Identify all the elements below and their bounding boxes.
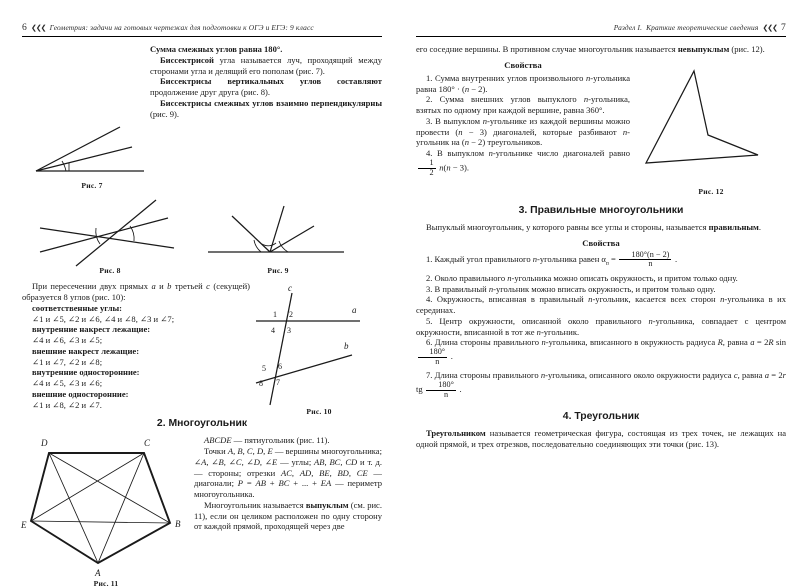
properties-heading-2: Свойства <box>582 237 620 248</box>
group-title-1: внутренние накрест лежащие: <box>32 324 151 335</box>
reg-property-1: 1. Каждый угол правильного n-угольника равен $\alpha_n$ = $\frac{180^\circ(n - 2)}{n}$ . <box>426 249 678 269</box>
sin-fraction: $\frac{180^\circ}{n}$ <box>418 348 448 366</box>
figure-8 <box>22 194 198 275</box>
group-title-0: соответственные углы: <box>32 302 123 313</box>
poly-property-3: 3. В выпуклом n-угольнике из каждой вершины можно провести (n − 3) диагоналей, которые разбивают n-угольник на (n − 2) треугольников. <box>416 115 630 148</box>
group-pairs-3: ∠4 и ∠5, ∠3 и ∠6; <box>32 378 103 389</box>
fig10-angle-1: 1 <box>273 310 277 320</box>
para-bisector-def: Биссектрисой угла называется луч, проходящий между сторонами угла и делящий его пополам (рис. 7). <box>150 54 382 76</box>
reg-property-6: 6. Длина стороны правильного n-угольника, вписанного в окружность радиуса R, равна a = 2R sin $\frac{180^\circ}{n}$ . <box>416 337 786 366</box>
polygon-properties-list <box>416 73 630 177</box>
polygon-properties <box>416 55 630 177</box>
alpha-fraction: $\frac{180^\circ(n - 2)}{n}$ <box>619 251 671 269</box>
poly-property-4: 4. В выпуклом n-угольнике число диагоналей равно $\frac{1}{2}$ n(n − 3). <box>416 148 630 177</box>
para-continuation: его соседние вершины. В противном случае многоугольник называется невыпуклым (рис. 12). <box>416 44 765 54</box>
poly-property-2: 2. Сумма внешних углов выпуклого n-угольника, взятых по одному при каждой вершине, равна 360°. <box>416 94 630 116</box>
fig8-fig9-row <box>22 194 382 275</box>
right-head-rule <box>416 36 786 37</box>
right-running-head <box>416 22 786 33</box>
continuation-text <box>416 44 786 55</box>
section-3-title: 3. Правильные многоугольники <box>518 204 684 216</box>
figure-7 <box>22 44 162 190</box>
para-transversal: При пересечении двух прямых a и b третьей c (секущей) образуется 8 углов (рис. 10): <box>22 281 250 303</box>
fig8-caption: Рис. 8 <box>99 266 121 276</box>
fig11-label-A: A <box>95 568 101 579</box>
triangle-rest: называется геометрическая фигура, состоящая из трех точек, не лежащих на одной прямой, и трех отрезков, последовательно соединяющих эти точки (рис. 13). <box>416 428 786 450</box>
fig10-label-c: c <box>288 283 292 294</box>
fig7-text-block <box>22 44 382 190</box>
reg-property-3: 3. В правильный n-угольник можно вписать окружность, и притом только одну. <box>426 283 716 294</box>
fig10-angle-4: 4 <box>271 326 275 336</box>
fig10-label-b: b <box>344 341 349 352</box>
section-2-title: 2. Многоугольник <box>156 418 248 430</box>
properties-fig12-block <box>416 55 786 196</box>
reg-property-7: 7. Длина стороны правильного n-угольника, описанного около окружности радиуса c, равна a = 2r tg $\frac{180^\circ}{n}$ . <box>416 370 786 399</box>
reg-property-5: 5. Центр окружности, описанной около правильного n-угольника, совпадает с центром окружности, вписанной в тот же n-угольник. <box>416 315 786 337</box>
right-running-head-text: Краткие теоретические сведения <box>646 23 759 32</box>
pentagon-text <box>190 435 382 532</box>
transversal-text <box>22 281 250 410</box>
half-fraction: $\frac{1}{2}$ <box>418 159 436 177</box>
regular-polygon-def <box>416 222 786 233</box>
group-title-2: внешние накрест лежащие: <box>32 345 140 356</box>
group-pairs-1: ∠4 и ∠6, ∠3 и ∠5; <box>32 335 103 346</box>
left-head-rule <box>22 36 382 37</box>
para-points: Точки A, B, C, D, E — вершины многоугольника; ∠A, ∠B, ∠C, ∠D, ∠E — углы; AB, BC, CD и т. д. — стороны; отрезки AC, AD, BE, BD, CE — диагонали; P = AB + BC + ... + EA — периметр многоугольника. <box>194 446 383 500</box>
fig10-angle-7: 7 <box>276 378 280 388</box>
para-pentagon: ABCDE — пятиугольник (рис. 11). <box>204 435 330 446</box>
right-page <box>400 0 800 582</box>
bisector-text <box>150 44 382 119</box>
fig11-caption: Рис. 11 <box>93 579 119 588</box>
group-title-4: внешние односторонние: <box>32 389 129 400</box>
reg-property-2: 2. Около правильного n-угольника можно описать окружность, и притом только одну. <box>426 272 738 283</box>
left-running-head-text: Геометрия: задачи на готовых чертежах для подготовки к ОГЭ и ЕГЭ: 9 класс <box>49 23 314 32</box>
figure-11 <box>22 435 190 588</box>
transversal-block <box>22 281 382 416</box>
fig10-label-a: a <box>352 305 357 316</box>
fig10-angle-3: 3 <box>287 326 291 336</box>
para-sum-adjacent: Сумма смежных углов равна 180°. <box>150 44 283 54</box>
fig9-drawing <box>198 194 358 266</box>
pentagon-block <box>22 435 382 588</box>
para-vertical-bisectors: Биссектрисы вертикальных углов составляют продолжение друг друга (рис. 8). <box>150 76 382 98</box>
figure-9 <box>198 194 358 275</box>
group-pairs-2: ∠1 и ∠7, ∠2 и ∠8; <box>32 356 103 367</box>
fig10-caption: Рис. 10 <box>306 407 332 417</box>
fig11-label-E: E <box>21 520 27 531</box>
figure-12 <box>636 59 786 196</box>
properties-heading: Свойства <box>504 59 542 70</box>
fig8-drawing <box>22 194 198 266</box>
figure-10 <box>256 281 382 416</box>
triangle-def <box>416 428 786 450</box>
fig11-label-B: B <box>175 519 181 530</box>
fig10-angle-2: 2 <box>289 310 293 320</box>
tg-fraction: $\frac{180^\circ}{n}$ <box>426 381 456 399</box>
para-convex: Многоугольник называется выпуклым (см. рис. 11), если он целиком расположен по одну сторону от каждой прямой, проходящей через две <box>194 499 382 532</box>
fig11-drawing <box>21 435 190 579</box>
triangle-term: Треугольником <box>426 428 486 439</box>
ornament-dots-icon-right: ❮❮❮ <box>762 24 778 32</box>
fig10-angle-8: 8 <box>259 379 263 389</box>
para-triangle <box>416 428 786 450</box>
fig10-angle-5: 5 <box>262 364 266 374</box>
fig7-drawing <box>22 119 162 181</box>
fig10-angle-6: 6 <box>278 362 282 372</box>
group-title-3: внутренние односторонние: <box>32 367 140 378</box>
ornament-dots-icon: ❮❮❮ <box>30 24 46 32</box>
fig11-label-C: C <box>144 438 151 449</box>
para-adjacent-bisectors: Биссектрисы смежных углов взаимно перпендикулярны (рис. 9). <box>150 97 382 119</box>
para-regular: Выпуклый многоугольник, у которого равны все углы и стороны, называется правильным. <box>426 221 762 232</box>
left-running-head <box>22 22 382 33</box>
fig10-drawing <box>256 281 382 409</box>
poly-property-1: 1. Сумма внутренних углов произвольного n-угольника равна 180° · (n − 2). <box>416 72 630 94</box>
group-pairs-0: ∠1 и ∠5, ∠2 и ∠6, ∠4 и ∠8, ∠3 и ∠7; <box>32 313 175 324</box>
right-folio: 7 <box>781 22 786 33</box>
fig9-caption: Рис. 9 <box>267 266 289 276</box>
section-4-title: 4. Треугольник <box>562 411 640 423</box>
fig7-caption: Рис. 7 <box>81 181 103 191</box>
regular-properties-list <box>416 251 786 400</box>
reg-property-4: 4. Окружность, вписанная в правильный n-угольник, касается всех сторон n-угольника в их серединах. <box>416 294 787 316</box>
right-running-head-section: Раздел I. <box>613 23 643 32</box>
fig11-label-D: D <box>41 438 48 449</box>
fig12-drawing <box>636 59 786 185</box>
fig12-caption: Рис. 12 <box>698 186 724 196</box>
group-pairs-4: ∠1 и ∠8, ∠2 и ∠7. <box>32 399 102 410</box>
left-folio: 6 <box>22 22 27 33</box>
